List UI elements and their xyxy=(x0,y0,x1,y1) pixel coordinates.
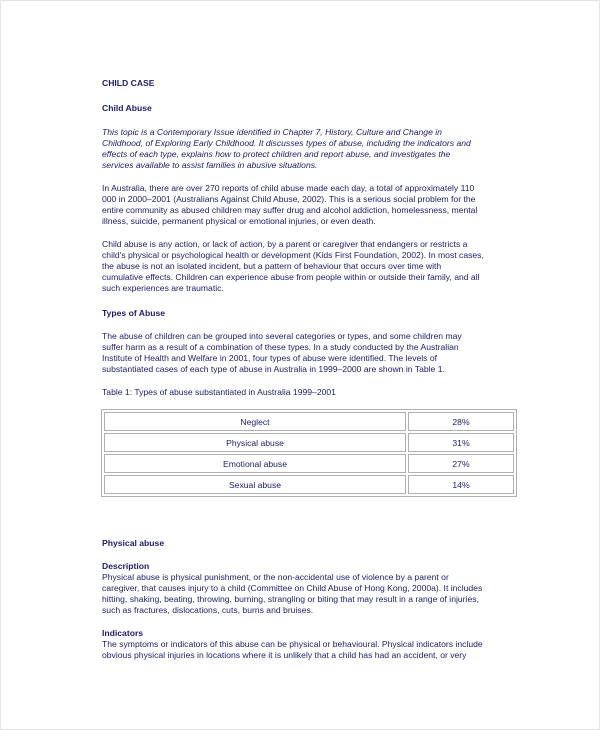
line: such experiences are traumatic. xyxy=(102,283,224,293)
type-cell: Emotional abuse xyxy=(104,454,406,473)
table-row xyxy=(104,454,514,473)
paragraph-definition xyxy=(102,239,484,294)
percent-cell: 14% xyxy=(408,475,514,494)
paragraph-statistics xyxy=(102,183,477,227)
section-heading: Child Abuse xyxy=(102,103,152,113)
type-cell: Physical abuse xyxy=(104,433,406,452)
paragraph-description xyxy=(102,572,482,616)
description-heading: Description xyxy=(102,561,150,571)
line: Institute of Health and Welfare in 2001, four types of abuse were identified. The levels of xyxy=(102,353,438,363)
table-row xyxy=(104,475,514,494)
line: obvious physical injuries in locations where it is unlikely that a child has had an accident, or very xyxy=(102,650,467,660)
table-row xyxy=(104,433,514,452)
line: hitting, shaking, beating, throwing, burning, strangling or biting that may result in a range of injuries, xyxy=(102,594,479,604)
type-cell: Sexual abuse xyxy=(104,475,406,494)
line: The abuse of children can be grouped into several categories or types, and some children may xyxy=(102,331,462,341)
line: effects of each type, explains how to protect children and report abuse, and investigates the xyxy=(102,149,451,159)
types-heading: Types of Abuse xyxy=(102,308,166,318)
type-cell: Neglect xyxy=(104,412,406,431)
line: illness, suicide, permanent physical or emotional injuries, or even death. xyxy=(102,216,376,226)
line: Physical abuse is physical punishment, or the non-accidental use of violence by a parent or xyxy=(102,572,449,582)
line: such as fractures, dislocations, cuts, burns and bruises. xyxy=(102,605,314,615)
line: child's physical or psychological health or development (Kids First Foundation, 2002). In most cases, xyxy=(102,250,484,260)
percent-cell: 27% xyxy=(408,454,514,473)
line: cumulative effects. Children can experience abuse from people within or outside their family, and all xyxy=(102,272,480,282)
line: entire community as abused children may suffer drug and alcohol addiction, homelessness, mental xyxy=(102,205,478,215)
paragraph-types xyxy=(102,331,462,375)
line: suffer harm as a result of a combination of these types. In a study conducted by the Australian xyxy=(102,342,459,352)
line: Childhood, of Exploring Early Childhood. It discusses types of abuse, including the indicators and xyxy=(102,138,471,148)
abuse-types-table xyxy=(101,409,517,497)
line: 000 in 2000–2001 (Australians Against Child Abuse, 2002). This is a serious social problem for the xyxy=(102,194,476,204)
percent-cell: 31% xyxy=(408,433,514,452)
line: The symptoms or indicators of this abuse can be physical or behavioural. Physical indicators include xyxy=(102,639,483,649)
table-row xyxy=(104,412,514,431)
line: Child abuse is any action, or lack of action, by a parent or caregiver that endangers or restricts a xyxy=(102,239,468,249)
line: This topic is a Contemporary Issue identified in Chapter 7, History, Culture and Change in xyxy=(102,127,442,137)
line: substantiated cases of each type of abuse in Australia in 1999–2000 are shown in Table 1. xyxy=(102,364,445,374)
line: caregiver, that causes injury to a child (Committee on Child Abuse of Hong Kong, 2000a). It includes xyxy=(102,583,483,593)
line: services available to assist families in abusive situations. xyxy=(102,160,318,170)
indicators-heading: Indicators xyxy=(102,628,144,638)
physical-abuse-heading: Physical abuse xyxy=(102,538,165,548)
intro-paragraph xyxy=(102,127,471,171)
document-title: CHILD CASE xyxy=(102,78,155,88)
table-caption: Table 1: Types of abuse substantiated in Australia 1999–2001 xyxy=(102,387,336,397)
percent-cell: 28% xyxy=(408,412,514,431)
line: the abuse is not an isolated incident, but a pattern of behaviour that occurs over time with xyxy=(102,261,442,271)
line: In Australia, there are over 270 reports of child abuse made each day, a total of approximately 110 xyxy=(102,183,475,193)
paragraph-indicators xyxy=(102,639,483,661)
